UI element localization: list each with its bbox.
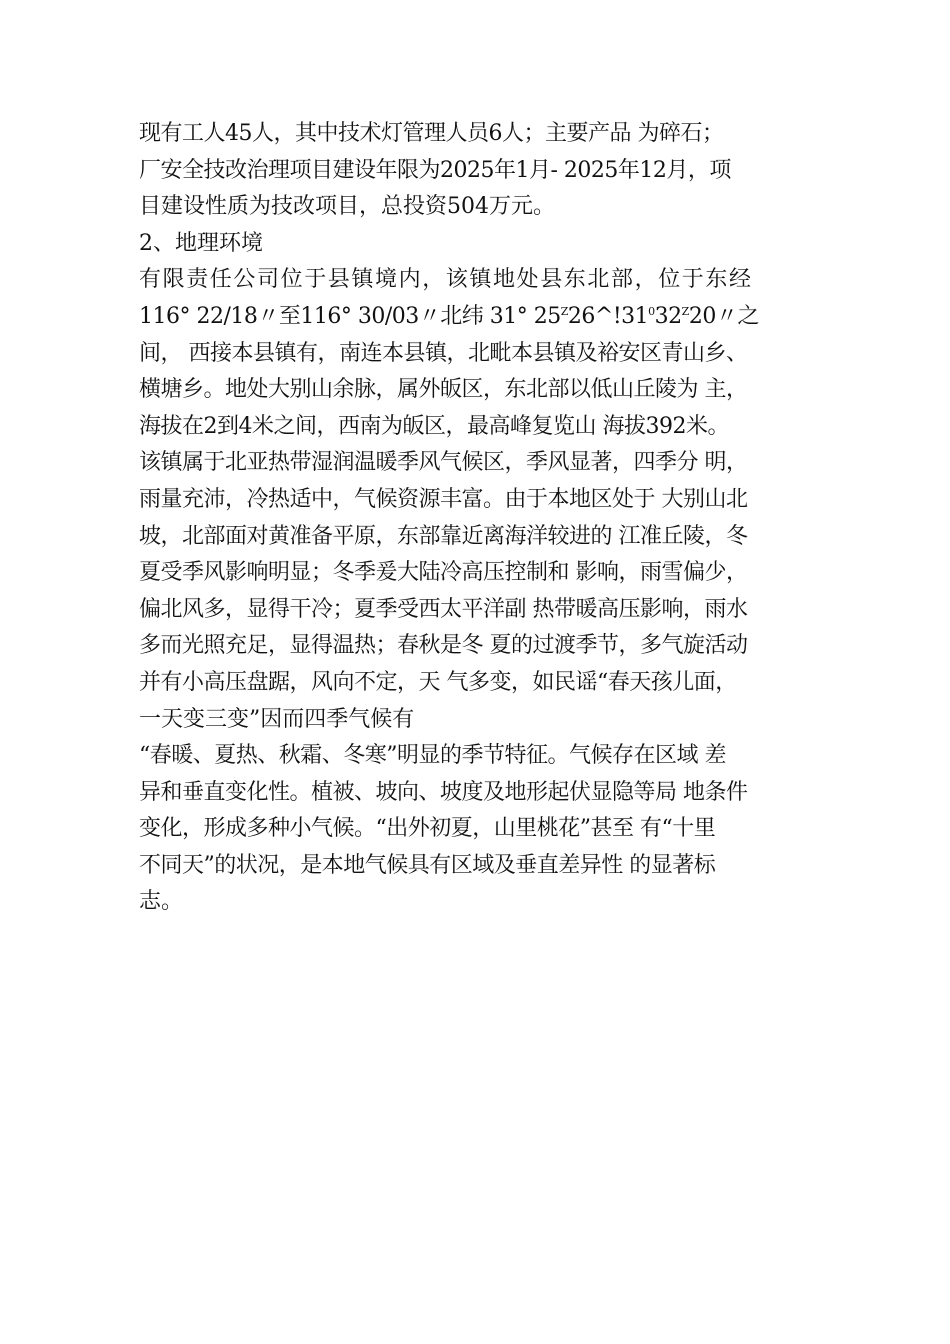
text-line-10: 该镇属于北亚热带湿润温暖季风气候区，季风显著，四季分 明， (139, 450, 748, 476)
text-line-8: 横塘乡。地处大别山余脉，属外皈区，东北部以低山丘陵为 主， (139, 377, 748, 403)
text-line-18: “春暖、夏热、秋霜、冬寒”明显的季节特征。气候存在区域 差 (139, 743, 726, 769)
text-line-1: 现有工人45人，其中技术灯管理人员6人；主要产品 为碎石； (139, 121, 724, 146)
coordinates-text-b: 26^!31 (567, 303, 649, 329)
text-line-3: 目建设性质为技改项目，总投资504万元。 (139, 194, 555, 220)
text-line-12: 坡，北部面对黄准备平原，东部靠近离海洋较进的 江准丘陵，冬 (139, 523, 748, 549)
text-line-14: 偏北风多，显得干冷；夏季受西太平洋副 热带暖高压影响，雨水 (139, 596, 748, 622)
text-line-17: 一天变三变”因而四季气候有 (139, 706, 415, 732)
text-line-16: 并有小高压盘踞，风向不定，天 气多变，如民谣“春天孩儿面， (139, 669, 737, 695)
text-line-21: 不同天”的状况，是本地气候具有区域及垂直差异性 的显著标 (139, 852, 716, 878)
text-line-9: 海拔在2到4米之间，西南为皈区，最高峰复览山 海拔392米。 (139, 413, 729, 439)
coordinates-line (139, 299, 839, 336)
section-heading: 2、地理环境 (139, 230, 263, 256)
coordinates-text-a: 116° 22/18〃至116° 30/03〃北纬 31° 25 (139, 303, 561, 329)
text-line-20: 变化，形成多种小气候。“出外初夏，山里桃花”甚至 有“十里 (139, 816, 716, 842)
coordinates-sup-2: 0 (648, 304, 655, 318)
text-line-19: 异和垂直变化性。植被、坡向、坡度及地形起伏显隐等局 地条件 (139, 779, 748, 805)
text-line-13: 夏受季风影响明显；冬季爰大陆冷高压控制和 影响，雨雪偏少， (139, 560, 748, 586)
text-line-11: 雨量充沛，冷热适中，气候资源丰富。由于本地区处于 大别山北 (139, 486, 748, 512)
text-line-15: 多而光照充足，显得温热；春秋是冬 夏的过渡季节，多气旋活动 (139, 633, 748, 659)
coordinates-sup-3: Z (681, 304, 689, 318)
document-body (139, 116, 839, 921)
text-line-22: 志。 (139, 889, 184, 915)
text-line-2: 厂安全技改治理项目建设年限为2025年1月- 2025年12月，项 (139, 157, 731, 183)
coordinates-sup-1: Z (560, 304, 568, 318)
coordinates-text-c: 32 (654, 303, 682, 329)
text-line-5: 有限责任公司位于县镇境内，该镇地处县东北部，位于东经 (139, 267, 753, 293)
text-line-7: 间， 西接本县镇有，南连本县镇，北毗本县镇及裕安区青山乡、 (139, 340, 748, 366)
coordinates-text-d: 20〃之 (688, 303, 759, 329)
